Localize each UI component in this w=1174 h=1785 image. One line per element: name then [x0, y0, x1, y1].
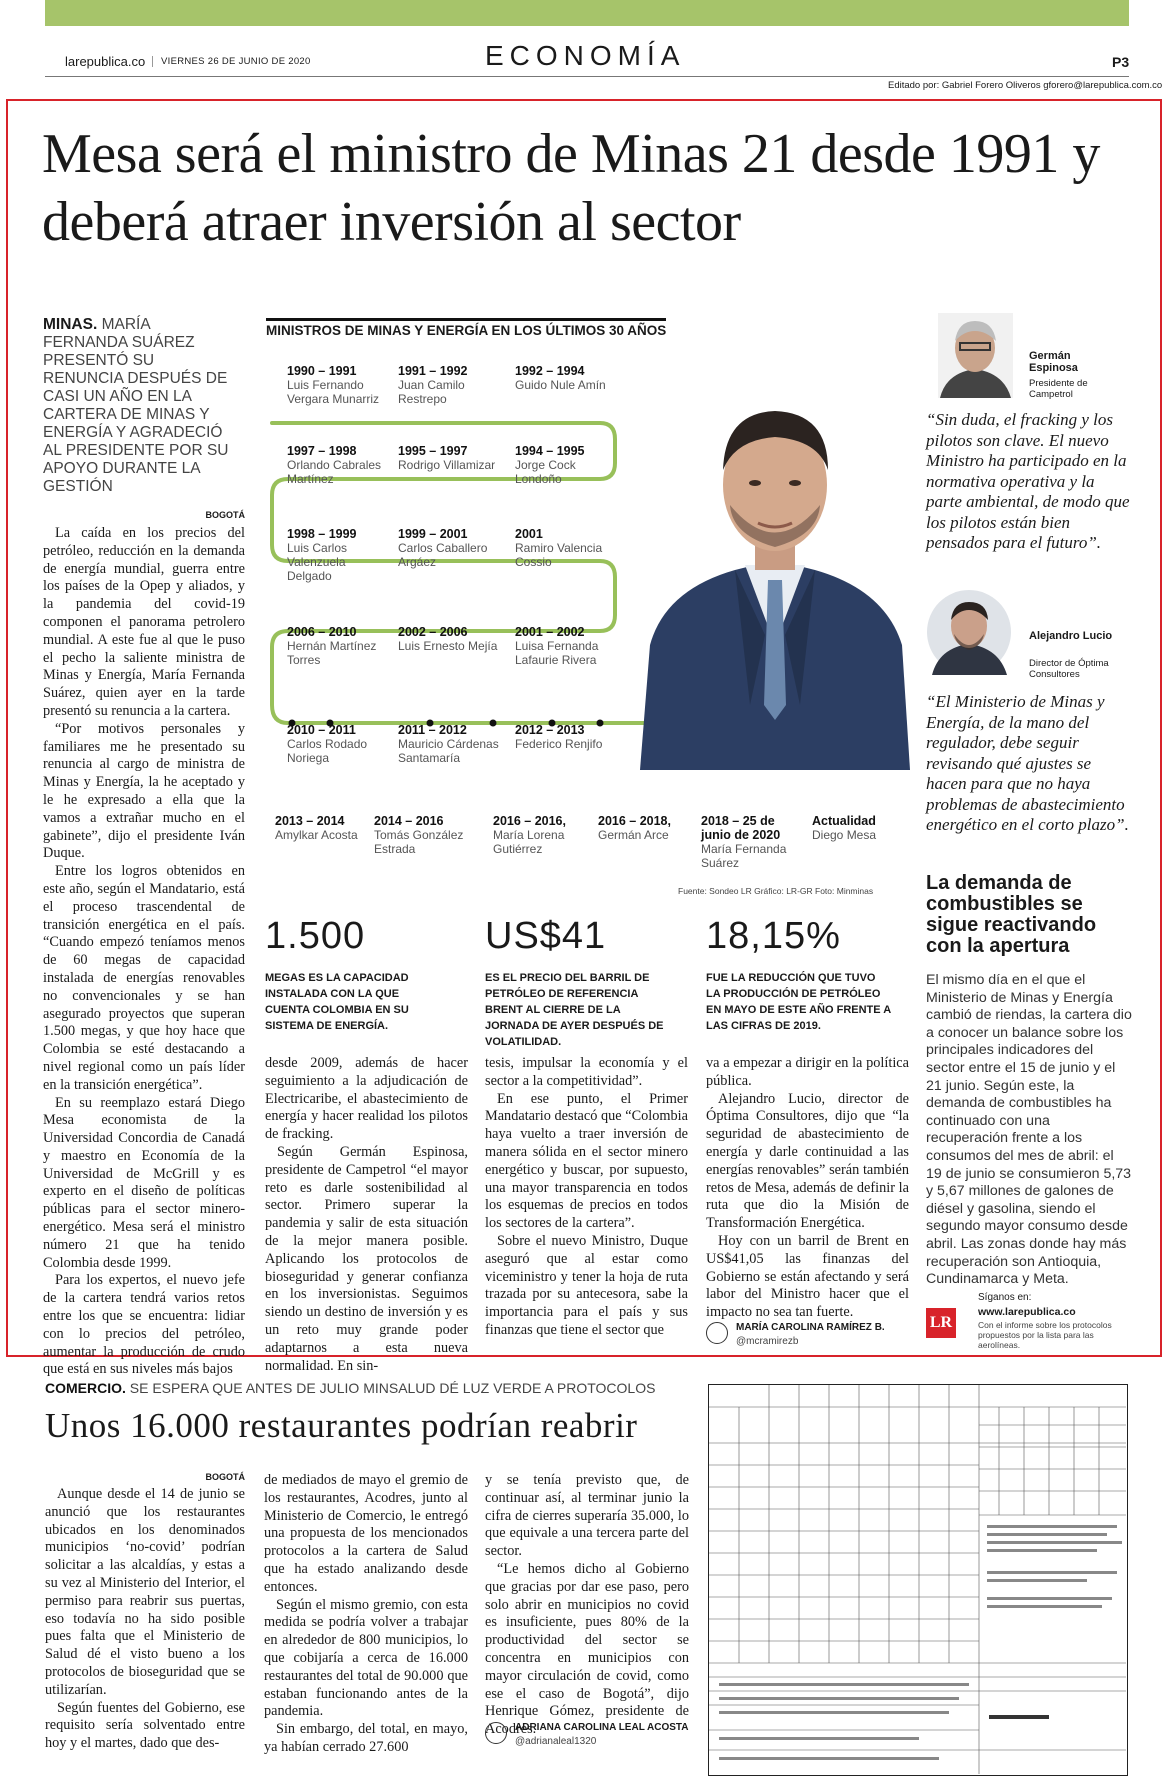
minister-years: 1990 – 1991 — [287, 364, 357, 378]
paragraph: Según Germán Espinosa, presidente de Campetrol “el mayor reto es darle sostenibilidad al sector. Primero superar la pandemia y salir de esta situación de la mejor manera posible. Aplicando los protocolos de bioseguridad y generar confianza en los inversionistas. Seguimos siendo un destino de inversión y es un reto muy grande poder adaptarnos a esta nueva normalidad. En sin- — [265, 1143, 468, 1374]
minister-cell — [398, 444, 498, 472]
minister-name: Diego Mesa — [812, 828, 877, 842]
sidebar-body: El mismo día en el que el Ministerio de Minas y Energía cambió de riendas, la cartera dio a conocer un balance sobre los principales indicadores del sector entre el 15 de junio y el 21 junio. Según este, la demanda de combustibles ha continuado con una recuperación frente a los consumos del mes de abril: el 19 de junio se consumieron 5,73 y 5,67 millones de galones de diésel y gasolina, siendo el segundo mayor consumo desde abril. Las zonas donde hay más recuperación son Antioquia, Cundinamarca y Meta. — [926, 972, 1132, 1288]
article-headline: Mesa será el ministro de Minas 21 desde 1991 y deberá atraer inversión al sector — [42, 123, 1100, 253]
kicker-text: MARÍA FERNANDA SUÁREZ PRESENTÓ SU RENUNCIA DESPUÉS DE CASI UN AÑO EN LA CARTERA DE MINAS Y ENERGÍA Y AGRADECIÓ AL PRESIDENTE POR SU APOYO DURANTE LA GESTIÓN — [43, 316, 229, 495]
stat-value: US$41 — [485, 915, 607, 957]
follow-label: Síganos en: — [978, 1292, 1032, 1303]
sidebar-heading: La demanda de combustibles se sigue reactivando con la apertura — [926, 872, 1097, 957]
issue-date: VIERNES 26 DE JUNIO DE 2020 — [152, 56, 311, 67]
minister-cell — [493, 814, 593, 856]
second-kicker — [45, 1380, 655, 1396]
article-kicker — [43, 316, 238, 496]
editor-credit: Editado por: Gabriel Forero Oliveros gforero@larepublica.com.co — [888, 80, 1163, 91]
paragraph: Aunque desde el 14 de junio se anunció que los restaurantes ubicados en los denominados municipios ‘no-covid’ podrían solicitar a las alcaldías, y estas a su vez al Ministerio del Interior, el permiso para reabrir sus puertas, eso todavía no ha sido posible pues falta que el Ministerio de Salud dé el visto bueno a los protocolos de bioseguridad que se utilizarían. — [45, 1486, 245, 1698]
paragraph: desde 2009, además de hacer seguimiento a la adjudicación de Electricaribe, el abastecimiento de energía y hacer realidad los pilotos de fracking. — [265, 1055, 468, 1143]
minister-years: 2011 – 2012 — [398, 723, 467, 737]
paragraph: tesis, impulsar la economía y el sector a la competitividad”. — [485, 1055, 688, 1089]
minister-cell — [515, 527, 610, 569]
minister-cell — [287, 527, 392, 583]
follow-site-link[interactable]: www.larepublica.co — [978, 1306, 1076, 1318]
article-column-4 — [706, 1055, 909, 1321]
second-dateline: BOGOTÁ — [205, 1472, 245, 1482]
stat-caption: ES EL PRECIO DEL BARRIL DE PETRÓLEO DE REFERENCIA BRENT AL CIERRE DE LA JORNADA DE AYER DESPUÉS DE VOLATILIDAD. — [485, 972, 664, 1048]
minister-name: Luis Carlos Valenzuela Delgado — [287, 541, 348, 583]
minister-cell — [287, 723, 392, 765]
minister-years: 1992 – 1994 — [515, 364, 585, 378]
paragraph: Sobre el nuevo Ministro, Duque aseguró que al estar como viceministro y tener la hoja de ruta trazada por su antecesora, sabe la importancia para el país y sus finanzas que tiene el sector que — [485, 1232, 688, 1338]
minister-years: 1999 – 2001 — [398, 527, 468, 541]
quote-role: Director de Óptima Consultores — [1029, 658, 1109, 680]
minister-name: Federico Renjifo — [515, 737, 603, 751]
ad-table — [708, 1384, 1128, 1776]
minister-cell — [398, 364, 498, 406]
kicker-label: MINAS. — [43, 316, 98, 333]
minister-years: 2001 — [515, 527, 543, 541]
minister-cell — [275, 814, 370, 842]
minister-name: Mauricio Cárdenas Santamaría — [398, 737, 499, 765]
minister-years: 1991 – 1992 — [398, 364, 468, 378]
stat-value: 18,15% — [706, 915, 841, 957]
minister-name: Hernán Martínez Torres — [287, 639, 377, 667]
minister-years: 2016 – 2018, — [598, 814, 671, 828]
minister-name: Germán Arce — [598, 828, 669, 842]
author-icon — [485, 1722, 507, 1744]
minister-name: Juan Camilo Restrepo — [398, 378, 465, 406]
paragraph: Según fuentes del Gobierno, ese requisito sería solventado entre hoy y el martes, dado que des- — [45, 1699, 245, 1752]
second-column-2 — [264, 1472, 468, 1776]
author-icon — [706, 1322, 728, 1344]
top-color-bar — [45, 0, 1129, 26]
paragraph: Según el mismo gremio, con esta medida se podría volver a trabajar en alrededor de 800 municipios, lo que cobijaría a cerca de 16.000 restaurantes del total de 90.000 que estaban funcionando antes de la pandemia. — [264, 1596, 468, 1720]
paragraph: Alejandro Lucio, director de Óptima Consultores, dijo que “la seguridad de abastecimiento de energía y darle continuidad a las energías renovables” serán también retos de Mesa, además de definir la ruta que dio la Misión de Transformación Energética. — [706, 1090, 909, 1232]
minister-cell — [398, 527, 503, 569]
minister-years: Actualidad — [812, 814, 876, 828]
minister-cell — [287, 444, 392, 486]
paragraph: Sin embargo, del total, en mayo, ya habían cerrado 27.600 — [264, 1721, 468, 1755]
minister-years: 2016 – 2016, — [493, 814, 566, 828]
quote-portrait-lucio — [927, 590, 1012, 675]
minister-cell — [398, 625, 498, 653]
minister-name: Ramiro Valencia Cossio — [515, 541, 603, 569]
paragraph: “Le hemos dicho al Gobierno que gracias por dar ese paso, pero solo abrir en municipios no covid es insuficiente, pues 80% de la productividad del sector se concentra en municipios con mayor circulación de covid, como ese el caso de Bogotá”, dijo Henrique Gómez, presidente de Acodres. — [485, 1560, 689, 1738]
minister-name: Orlando Cabrales Martínez — [287, 458, 382, 486]
minister-years: 2002 – 2006 — [398, 625, 468, 639]
minister-years: 2012 – 2013 — [515, 723, 585, 737]
minister-name: Jorge Cock Londoño — [515, 458, 576, 486]
minister-cell — [515, 444, 610, 486]
paragraph: de mediados de mayo el gremio de los restaurantes, Acodres, junto al Ministerio de Comercio, le entregó una propuesta de los mencionados protocolos a la cartera de Salud que ha estado analizando desde entonces. — [264, 1472, 468, 1595]
minister-name: Amylkar Acosta — [275, 828, 358, 842]
quote-text: “El Ministerio de Minas y Energía, de la mano del regulador, debe seguir revisando qué ajustes se hacen para que no haya problemas de abastecimiento energético en el corto plazo”. — [926, 692, 1129, 834]
page-number: P3 — [1112, 54, 1130, 70]
author-name: MARÍA CAROLINA RAMÍREZ B. — [736, 1322, 885, 1333]
minister-name: Tomás González Estrada — [374, 828, 464, 856]
second-author-name: ADRIANA CAROLINA LEAL ACOSTA — [515, 1722, 689, 1733]
minister-cell — [374, 814, 474, 856]
quote-portrait-espinosa — [938, 313, 1013, 398]
quote-role: Presidente de Campetrol — [1029, 378, 1088, 400]
minister-cell — [287, 364, 392, 406]
header-rule — [45, 76, 1129, 77]
minister-cell — [598, 814, 693, 842]
paragraph: va a empezar a dirigir en la política pública. — [706, 1055, 909, 1089]
paragraph: Hoy con un barril de Brent en US$41,05 las finanzas del Gobierno se están afectando y será labor del Ministro hacer que el impacto no sea tan fuerte. — [706, 1232, 909, 1321]
minister-name: Luisa Fernanda Lafaurie Rivera — [515, 639, 599, 667]
quote-name: Germán Espinosa — [1029, 350, 1078, 374]
section-title: ECONOMÍA — [485, 40, 686, 71]
second-author-handle[interactable]: @adrianaleal1320 — [515, 1736, 597, 1747]
minister-name: Luis Fernando Vergara Munarriz — [287, 378, 380, 406]
minister-cell — [701, 814, 796, 870]
dateline: BOGOTÁ — [205, 510, 245, 520]
stat-value: 1.500 — [265, 915, 366, 957]
paragraph: y se tenía previsto que, de continuar así, al terminar junio la cifra de cierres superaría 35.000, lo que equivale a una tercera parte del sector. — [485, 1472, 689, 1560]
paragraph: Para los expertos, el nuevo jefe de la cartera tendrá varios retos entre los que se encuentra: lidiar con lo precios del petróleo, aumentar la producción de crudo que está en sus niveles más bajos — [43, 1272, 245, 1378]
minister-years: 1994 – 1995 — [515, 444, 585, 458]
minister-cell — [515, 625, 610, 667]
paragraph: Entre los logros obtenidos en este año, según el Mandatario, está el proceso trascendental de transición energética en el país. “Cuando empezó teníamos menos de 60 megas de capacidad instalada de energías renovables no convencionales y se han asegurado proyectos que superan 1.500 megas, y que hoy hace que Colombia se esté destacando a nivel regional como un país líder en la transición energética”. — [43, 863, 245, 1093]
minister-name: Carlos Caballero Argáez — [398, 541, 488, 569]
minister-years: 2013 – 2014 — [275, 814, 345, 828]
second-kicker-text: SE ESPERA QUE ANTES DE JULIO MINSALUD DÉ LUZ VERDE A PROTOCOLOS — [129, 1380, 656, 1396]
site-name[interactable]: larepublica.co — [65, 54, 146, 69]
minister-years: 1997 – 1998 — [287, 444, 357, 458]
stat-caption: FUE LA REDUCCIÓN QUE TUVO LA PRODUCCIÓN DE PETRÓLEO EN MAYO DE ESTE AÑO FRENTE A LAS CIFRAS DE 2019. — [706, 972, 891, 1032]
minister-cell — [515, 364, 610, 392]
article-column-3 — [485, 1055, 688, 1355]
minister-years: 2010 – 2011 — [287, 723, 356, 737]
paragraph: La caída en los precios del petróleo, reducción en la demanda de energía mundial, guerra entre los países de la Opep y aliados, y la pandemia del covid-19 componen el panorama petrolero mundial. A este fue al que le puso el pecho la saliente ministra de Minas y Energía, María Fernanda Suárez, quien ayer en la tarde presentó su renuncia a la cartera. — [43, 525, 245, 719]
second-headline: Unos 16.000 restaurantes podrían reabrir — [45, 1406, 638, 1445]
article-column-2 — [265, 1055, 468, 1374]
minister-years: 1995 – 1997 — [398, 444, 468, 458]
paragraph: En su reemplazo estará Diego Mesa economista de la Universidad Concordia de Canadá y maestro en Economía de la Universidad de McGrill y es experto en el diseño de políticas públicas para el sector minero-energético. Mesa será el ministro número 21 que ha tenido Colombia desde 1999. — [43, 1094, 245, 1271]
quote-name: Alejandro Lucio — [1029, 630, 1113, 642]
minister-name: María Fernanda Suárez — [701, 842, 787, 870]
minister-cell — [287, 625, 392, 667]
infographic-title: MINISTROS DE MINAS Y ENERGÍA EN LOS ÚLTIMOS 30 AÑOS — [266, 323, 667, 338]
minister-name: Luis Ernesto Mejía — [398, 639, 498, 653]
stat-caption: MEGAS ES LA CAPACIDAD INSTALADA CON LA QUE CUENTA COLOMBIA EN SU SISTEMA DE ENERGÍA. — [265, 972, 409, 1032]
minister-name: Carlos Rodado Noriega — [287, 737, 368, 765]
minister-years: 2014 – 2016 — [374, 814, 444, 828]
minister-name: Guido Nule Amín — [515, 378, 606, 392]
minister-years: 2006 – 2010 — [287, 625, 357, 639]
article-column-1 — [43, 525, 245, 1378]
minister-name: María Lorena Gutiérrez — [493, 828, 565, 856]
paragraph: En ese punto, el Primer Mandatario destacó que “Colombia haya vuelto a traer inversión de manera sólida en el sector minero energético y buscar, por supuesto, una mayor transparencia en todos los esquemas de precios en todos los sectores de la cartera”. — [485, 1090, 688, 1232]
minister-portrait — [640, 375, 910, 770]
ad-table-grid — [709, 1385, 1126, 1774]
quote-text: “Sin duda, el fracking y los pilotos son clave. El nuevo Ministro ha participado en la normativa operativa y la parte ambiental, de modo que los pilotos están bien pensados para el futuro”. — [926, 410, 1130, 552]
infographic-rule — [266, 318, 666, 321]
minister-cell — [398, 723, 508, 765]
lr-logo-icon: LR — [926, 1308, 956, 1338]
minister-years: 2001 – 2002 — [515, 625, 585, 639]
minister-years: 2018 – 25 de junio de 2020 — [701, 814, 781, 842]
minister-name: Rodrigo Villamizar — [398, 458, 496, 472]
minister-cell — [515, 723, 610, 751]
minister-years: 1998 – 1999 — [287, 527, 357, 541]
author-handle[interactable]: @mcramirezb — [736, 1336, 799, 1347]
minister-cell — [812, 814, 897, 842]
second-kicker-label: COMERCIO. — [45, 1380, 126, 1396]
follow-text: Con el informe sobre los protocolos propuestos por la lista para las aerolíneas. — [978, 1320, 1112, 1350]
infographic-credits: Fuente: Sondeo LR Gráfico: LR-GR Foto: Minminas — [678, 886, 874, 896]
paragraph: “Por motivos personales y familiares me he presentado su renuncia al cargo de ministra de Minas y Energía, la he aceptado y le he expresado a ella que la vamos a extrañar mucho en el gabinete”, dijo el presidente Iván Duque. — [43, 720, 245, 862]
second-column-1 — [45, 1486, 245, 1776]
